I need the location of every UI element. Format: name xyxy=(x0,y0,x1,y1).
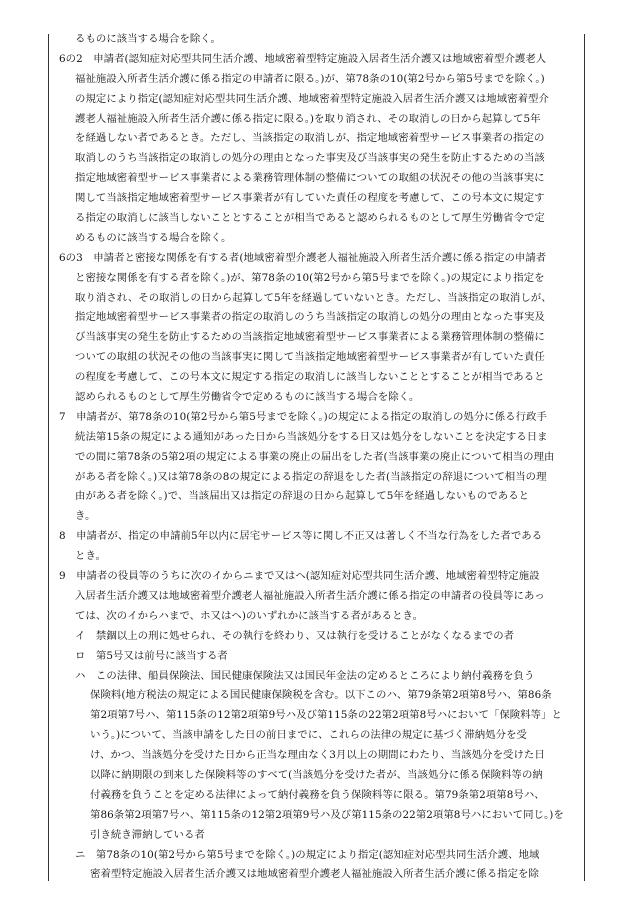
text-line: を経過しない者であるとき。ただし、当該指定の取消しが、指定地域密着型サービス事業者の指定の xyxy=(75,132,545,145)
text-line: 福祉施設入所者生活介護に係る指定の申請者に限る。)が、第78条の10(第2号から第5号までを除く。) xyxy=(75,72,545,85)
text-line: る指定の取消しに該当しないこととすることが相当であると認められるものとして厚生労働省令で定 xyxy=(75,212,545,225)
text-line: け、かつ、当該処分を受けた日から正当な理由なく3月以上の期間にわたり、当該処分を受けた日 xyxy=(90,749,545,762)
text-line: 取消しのうち当該指定の取消しの処分の理由となった事実及び当該事実の発生を防止するための当該 xyxy=(75,152,545,165)
clause-9 xyxy=(59,567,579,627)
text-line: 付義務を負うことを定める法律によって納付義務を負う保険料等に限る。第79条第2項第8号ハ、 xyxy=(90,788,545,801)
text-line: 以降に納期限の到来した保険料等のすべて(当該処分を受けた者が、当該処分に係る保険料等の納 xyxy=(90,768,543,781)
right-margin-rule xyxy=(584,34,585,881)
text-line: 第86条第2項第7号ハ、第115条の12第2項第9号ハ及び第115条の22第2項第8号ハにおいて同じ。)を xyxy=(90,808,564,821)
text-line: めるものに該当する場合を除く。 xyxy=(75,231,232,244)
clause-6-2 xyxy=(59,50,579,249)
subclause-ha xyxy=(59,667,579,846)
text-line: ては、次のイからハまで、ホ又はヘ)のいずれかに該当する者があるとき。 xyxy=(75,609,424,622)
text-line: 認められるものとして厚生労働省令で定めるものに該当する場合を除く。 xyxy=(75,391,420,404)
text-line: 護老人福祉施設入所者生活介護に係る指定に限る。)を取り消され、その取消しの日から起算して5年 xyxy=(75,112,541,125)
paragraph-continuation xyxy=(59,30,579,50)
subclause-ni xyxy=(59,846,579,886)
subclause-i xyxy=(59,627,579,647)
subclause-heading-line: ロ 第5号又は前号に該当する者 xyxy=(75,649,228,662)
clause-7 xyxy=(59,408,579,527)
text-line: 関して当該指定地域密着型サービス事業者が有していた責任の程度を考慮して、この号本文に規定す xyxy=(75,192,545,205)
text-line: いう。)について、当該申請をした日の前日までに、これらの法律の規定に基づく滞納処分を受 xyxy=(90,729,527,742)
text-line: 由がある者を除く。)で、当該届出又は指定の辞退の日から起算して5年を経過しないものであると xyxy=(75,490,530,503)
text-line: び当該事実の発生を防止するための当該指定地域密着型サービス事業者による業務管理体制の整備に xyxy=(75,331,545,344)
text-line: 密着型特定施設入居者生活介護又は地域密着型介護老人福祉施設入所者生活介護に係る指定を除 xyxy=(90,868,539,881)
clause-heading-line: 9 申請者の役員等のうちに次のイからニまで又はヘ(認知症対応型共同生活介護、地域密着型特定施設 xyxy=(59,570,540,583)
text-line: ついての取組の状況その他の当該事実に関して当該指定地域密着型サービス事業者が有していた責任 xyxy=(75,351,545,364)
clause-heading-line: 6の3 申請者と密接な関係を有する者(地域密着型介護老人福祉施設入所者生活介護に係る指定の申請者 xyxy=(59,251,547,264)
clause-heading-line: 7 申請者が、第78条の10(第2号から第5号までを除く。)の規定による指定の取消しの処分に係る行政手 xyxy=(59,410,547,423)
subclause-heading-line: ニ 第78条の10(第2号から第5号までを除く。)の規定により指定(認知症対応型共同生活介護、地域 xyxy=(75,848,540,861)
clause-heading-line: 8 申請者が、指定の申請前5年以内に居宅サービス等に関し不正又は著しく不当な行為をした者である xyxy=(59,530,543,543)
text-line: 続法第15条の規定による通知があった日から当該処分をする日又は処分をしないことを決定する日ま xyxy=(75,430,548,443)
text-line: での間に第78条の5第2項の規定による事業の廃止の届出をした者(当該事業の廃止について相当の理由 xyxy=(75,450,555,463)
text-line: 第2項第7号ハ、第115条の12第2項第9号ハ及び第115条の22第2項第8号ハにおいて「保険料等」と xyxy=(90,709,562,722)
text-line: とき。 xyxy=(75,550,106,563)
text-line: 指定地域密着型サービス事業者による業務管理体制の整備についての取組の状況その他の当該事実に xyxy=(75,172,545,185)
text-line: 取り消され、その取消しの日から起算して5年を経過していないとき。ただし、当該指定の取消しが、 xyxy=(75,291,552,304)
text-line: 保険料(地方税法の規定による国民健康保険税を含む。以下このハ、第79条第2項第8号ハ、第86条 xyxy=(90,689,552,702)
text-line: き。 xyxy=(75,510,96,523)
text-line: るものに該当する場合を除く。 xyxy=(75,33,221,45)
text-line: 指定地域密着型サービス事業者の指定の取消しのうち当該指定の取消しの処分の理由となった事実及 xyxy=(75,311,545,324)
subclause-ro xyxy=(59,647,579,667)
clause-heading-line: 6の2 申請者(認知症対応型共同生活介護、地域密着型特定施設入居者生活介護又は地域密着型介護老人 xyxy=(59,52,547,65)
subclause-heading-line: ハ この法律、船員保険法、国民健康保険法又は国民年金法の定めるところにより納付義務を負う xyxy=(75,669,535,682)
subclause-heading-line: イ 禁錮以上の刑に処せられ、その執行を終わり、又は執行を受けることがなくなるまでの者 xyxy=(75,629,515,642)
document-body xyxy=(59,30,579,885)
clause-8 xyxy=(59,527,579,567)
left-margin-rule xyxy=(48,34,49,881)
text-line: 引き続き滞納している者 xyxy=(90,828,205,841)
clause-6-3 xyxy=(59,249,579,408)
text-line: と密接な関係を有する者を除く。)が、第78条の10(第2号から第5号までを除く。)の規定により指定を xyxy=(75,271,545,284)
text-line: の規定により指定(認知症対応型共同生活介護、地域密着型特定施設入居者生活介護又は地域密着型介 xyxy=(75,92,549,105)
text-line: 入居者生活介護又は地域密着型介護老人福祉施設入所者生活介護に係る指定の申請者の役員等にあっ xyxy=(75,589,545,602)
text-line: がある者を除く。)又は第78条の8の規定による指定の辞退をした者(当該指定の辞退について相当の理 xyxy=(75,470,547,483)
text-line: の程度を考慮して、この号本文に規定する指定の取消しに該当しないこととすることが相当であると xyxy=(75,371,545,384)
